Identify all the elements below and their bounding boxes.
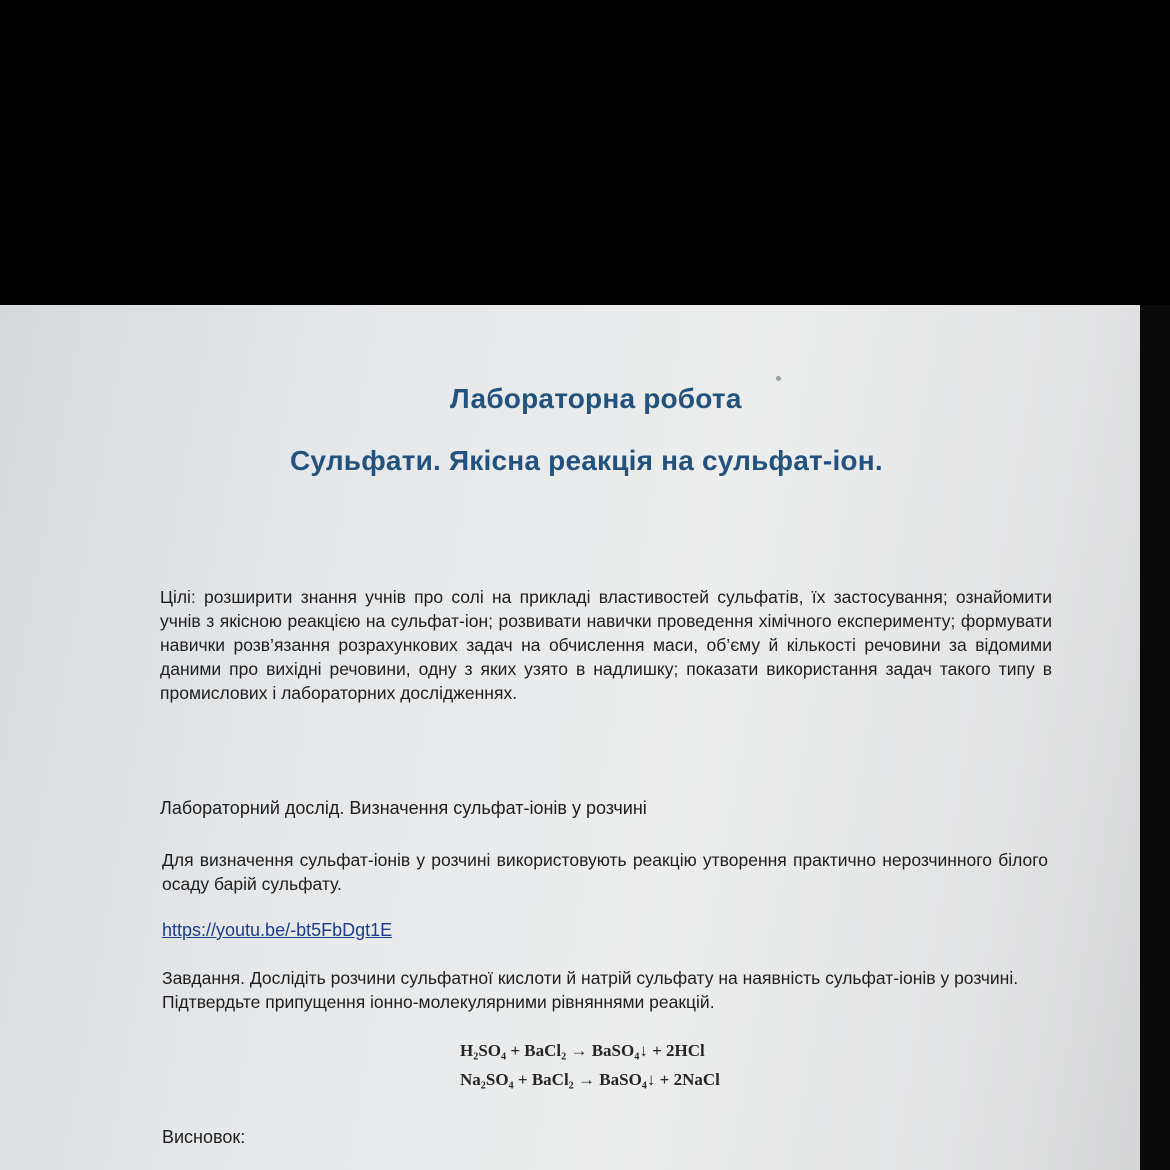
equation-sulfuric-acid: H₂SO₄ + BaCl₂ → BaSO₄↓ + 2HCl xyxy=(460,1041,705,1060)
screen-bezel xyxy=(1140,305,1170,1170)
equation-sodium-sulfate: Na₂SO₄ + BaCl₂ → BaSO₄↓ + 2NaCl xyxy=(460,1070,720,1089)
dust-speck xyxy=(776,376,781,381)
task-paragraph: Завдання. Дослідіть розчини сульфатної кислоти й натрій сульфату на наявність сульфат-іонів у розчині. Підтвердьте припущення іонно-молекулярними рівняннями реакцій. xyxy=(162,968,1019,1012)
experiment-heading: Лабораторний дослід. Визначення сульфат-іонів у розчині xyxy=(160,798,647,818)
reaction-equations xyxy=(460,1036,720,1094)
method-paragraph: Для визначення сульфат-іонів у розчині використовують реакцію утворення практично нерозчинного білого осаду барій сульфату. xyxy=(162,850,1048,894)
page-subtitle: Сульфати. Якісна реакція на сульфат-іон. xyxy=(290,445,883,476)
page-title: Лабораторна робота xyxy=(450,383,742,414)
video-link[interactable]: https://youtu.be/-bt5FbDgt1E xyxy=(162,920,393,940)
document-page xyxy=(0,305,1140,1170)
conclusion-label: Висновок: xyxy=(162,1127,246,1147)
goals-paragraph: Цілі: розширити знання учнів про солі на прикладі властивостей сульфатів, їх застосування; ознайомити учнів з якісною реакцією на сульфат-іон; розвивати навички проведення хімічного експерименту; формувати навички розв’язання розрахункових задач на обчислення маси, об’єму й кількості речовини за відомими даними про вихідні речовини, одну з яких узято в надлишку; показати використання задач такого типу в промислових і лабораторних дослідженнях. xyxy=(160,587,1052,703)
